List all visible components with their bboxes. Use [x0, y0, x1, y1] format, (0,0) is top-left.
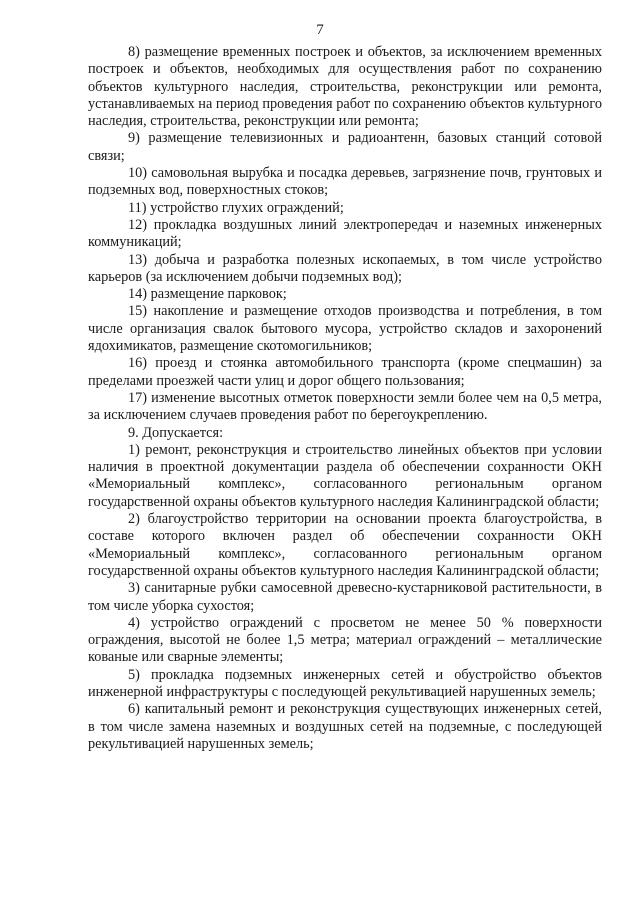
paragraph-item-16: 16) проезд и стоянка автомобильного транспорта (кроме спецмашин) за пределами проезжей части улиц и дорог общего пользования; [88, 355, 602, 389]
allowed-item-5: 5) прокладка подземных инженерных сетей и обустройство объектов инженерной инфраструктуры с последующей рекультивацией нарушенных земель; [88, 666, 602, 700]
allowed-item-3: 3) санитарные рубки самосевной древесно-кустарниковой растительности, в том числе уборка сухостоя; [88, 580, 602, 614]
allowed-item-4: 4) устройство ограждений с просветом не менее 50 % поверхности ограждения, высотой не более 1,5 метра; материал ограждений – металлические кованые или сварные элементы; [88, 614, 602, 666]
allowed-item-6: 6) капитальный ремонт и реконструкция существующих инженерных сетей, в том числе замена наземных и воздушных сетей на подземные, с последующей рекультивацией нарушенных земель; [88, 701, 602, 752]
paragraph-item-11: 11) устройство глухих ограждений; [128, 199, 344, 216]
paragraph-item-8: 8) размещение временных построек и объектов, за исключением временных построек и объектов, необходимых для осуществления работ по сохранению объектов культурного наследия, строительства, реконструкции или ремонта, устанавливаемых на период проведения работ по сохранению объектов культурного наследия, строительства, реконструкции или ремонта; [88, 44, 602, 130]
allowed-item-2: 2) благоустройство территории на основании проекта благоустройства, в составе которого включен раздел об обеспечении сохранности ОКН «Мемориальный комплекс», согласованного региональным органом государственной охраны объектов культурного наследия Калининградской области; [88, 511, 602, 579]
page-number: 7 [316, 22, 324, 38]
paragraph-item-15: 15) накопление и размещение отходов производства и потребления, в том числе организация свалок бытового мусора, устройство складов и захоронений ядохимикатов, размещение скотомогильников; [88, 303, 602, 355]
paragraph-item-10: 10) самовольная вырубка и посадка деревьев, загрязнение почв, грунтовых и подземных вод, поверхностных стоков; [88, 165, 602, 199]
paragraph-item-12: 12) прокладка воздушных линий электропередач и наземных инженерных коммуникаций; [88, 216, 602, 251]
document-body [88, 44, 602, 753]
paragraph-item-14: 14) размещение парковок; [128, 286, 287, 303]
paragraph-item-13: 13) добыча и разработка полезных ископаемых, в том числе устройство карьеров (за исключением добычи подземных вод); [88, 251, 602, 285]
allowed-item-1: 1) ремонт, реконструкция и строительство линейных объектов при условии наличия в проектной документации раздела об обеспечении сохранности ОКН «Мемориальный комплекс», согласованного региональным органом государственной охраны объектов культурного наследия Калининградской области; [88, 441, 602, 510]
section-heading-9: 9. Допускается: [128, 424, 224, 441]
paragraph-item-9: 9) размещение телевизионных и радиоантенн, базовых станций сотовой связи; [88, 130, 602, 164]
paragraph-item-17: 17) изменение высотных отметок поверхности земли более чем на 0,5 метра, за исключением случаев проведения работ по берегоукреплению. [88, 389, 602, 424]
